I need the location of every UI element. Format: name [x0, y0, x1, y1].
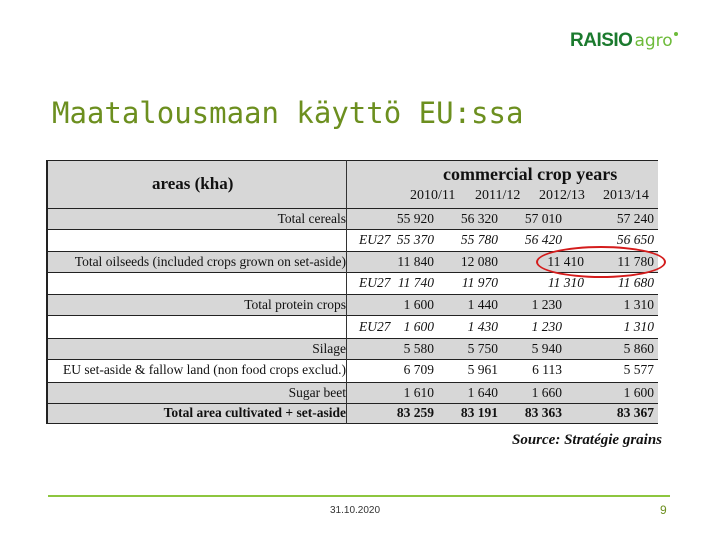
table-cell: 83 367	[616, 405, 654, 420]
table-line	[48, 294, 658, 295]
table-cell: 11 970	[461, 275, 498, 290]
table-cell: 11 310	[547, 275, 584, 290]
row-label: EU27	[359, 275, 391, 290]
source-note: Source: Stratégie grains	[512, 432, 663, 448]
table-cell: 11 410	[547, 254, 584, 269]
row-label: EU set-aside & fallow land (non food crops exclud.)	[62, 362, 346, 377]
table-cell: 56 650	[616, 232, 654, 247]
table-cell: 57 240	[616, 211, 654, 226]
table-cell: 5 580	[403, 341, 434, 356]
crop-area-table	[46, 160, 660, 424]
table-cell: 5 577	[623, 362, 654, 377]
table-cell: 57 010	[524, 211, 562, 226]
row-label: Total protein crops	[244, 297, 346, 312]
table-cell: 6 113	[532, 362, 562, 377]
year-header: 2013/14	[603, 188, 649, 203]
table-cell: 1 230	[531, 319, 562, 334]
row-band-10	[48, 403, 658, 424]
table-line	[48, 423, 658, 424]
table-cell: 1 600	[623, 385, 654, 400]
table-cell: 1 310	[623, 297, 654, 312]
row-band-7	[48, 338, 658, 359]
row-band-9	[48, 382, 658, 403]
slide-title: Maatalousmaan käyttö EU:ssa	[52, 96, 524, 130]
table-line	[48, 382, 658, 383]
table-line	[48, 315, 658, 316]
table-cell: 56 320	[460, 211, 498, 226]
table-cell: 1 610	[403, 385, 434, 400]
table-cell: 1 430	[467, 319, 498, 334]
table-cell: 11 840	[397, 254, 434, 269]
row-band-5	[48, 294, 658, 315]
table-cell: 11 780	[617, 254, 654, 269]
row-label: Total area cultivated + set-aside	[163, 405, 346, 420]
table-line	[48, 160, 658, 161]
logo-suffix: agro	[634, 31, 673, 51]
table-cell: 1 230	[531, 297, 562, 312]
highlight-circle	[536, 246, 666, 278]
table-cell: 5 860	[623, 341, 654, 356]
table-divider	[346, 160, 347, 424]
table-cell: 1 640	[467, 385, 498, 400]
table-cell: 1 600	[403, 297, 434, 312]
footer-divider	[48, 495, 670, 497]
table-cell: 11 740	[397, 275, 434, 290]
row-label: Silage	[312, 341, 346, 356]
year-header: 2012/13	[539, 188, 585, 203]
logo-dot-icon	[674, 32, 678, 36]
row-label: Total cereals	[277, 211, 346, 226]
table-line	[48, 338, 658, 339]
header-areas: areas (kha)	[152, 174, 234, 193]
row-label: Total oilseeds (included crops grown on set-aside)	[74, 254, 346, 269]
page-number: 9	[660, 503, 667, 517]
table-cell: 83 191	[460, 405, 498, 420]
table-cell: 83 363	[524, 405, 562, 420]
table-cell: 55 780	[460, 232, 498, 247]
table-line	[48, 229, 658, 230]
row-label: EU27	[359, 319, 391, 334]
footer-date: 31.10.2020	[330, 505, 381, 516]
row-label: Sugar beet	[288, 385, 346, 400]
table-cell: 56 420	[524, 232, 562, 247]
table-cell: 1 440	[467, 297, 498, 312]
table-line	[48, 208, 658, 209]
table-cell: 5 940	[531, 341, 562, 356]
header-commercial: commercial crop years	[443, 164, 618, 184]
table-cell: 1 660	[531, 385, 562, 400]
table-cell: 12 080	[460, 254, 498, 269]
table-cell: 11 680	[617, 275, 654, 290]
raisio-agro-logo	[570, 30, 678, 52]
table-cell: 6 709	[403, 362, 434, 377]
table-cell: 55 920	[396, 211, 434, 226]
table-cell: 55 370	[396, 232, 434, 247]
table-cell: 1 310	[623, 319, 654, 334]
table-cell: 5 750	[467, 341, 498, 356]
table-cell: 5 961	[467, 362, 498, 377]
table-line	[48, 403, 658, 404]
table-cell: 1 600	[403, 319, 434, 334]
logo-brand: RAISIO	[570, 30, 633, 51]
year-header: 2011/12	[475, 188, 521, 203]
table-cell: 83 259	[396, 405, 434, 420]
row-band-1	[48, 208, 658, 229]
year-header: 2010/11	[410, 188, 456, 203]
row-label: EU27	[359, 232, 391, 247]
